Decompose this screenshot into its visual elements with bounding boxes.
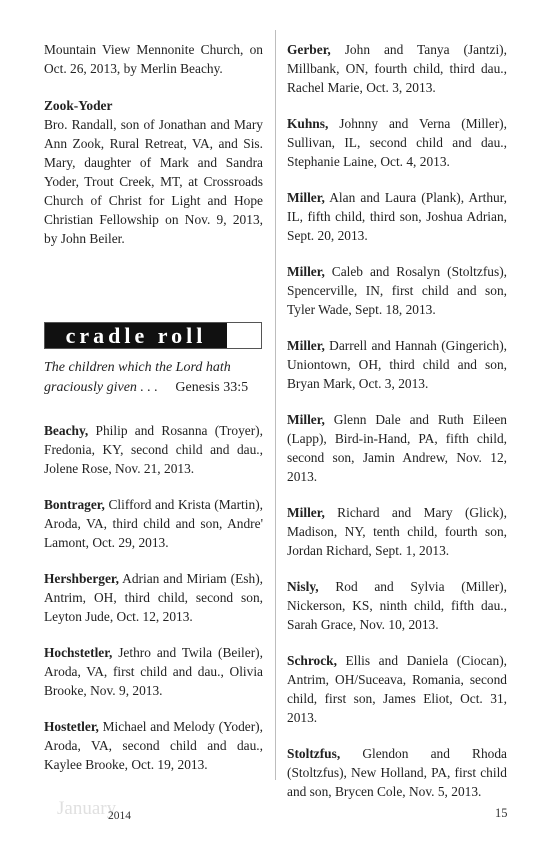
left-column (44, 40, 263, 248)
wedding-heading: Zook-Yoder (44, 98, 113, 113)
birth-entry: Stoltzfus, Glendon and Rhoda (Stoltzfus), New Holland, PA, first child and son, Brycen Cole, Nov. 5, 2013. (287, 746, 507, 799)
section-verse (44, 358, 264, 398)
page-number: 15 (495, 806, 508, 820)
birth-entry: Miller, Darrell and Hannah (Gingerich), Uniontown, OH, third child and son, Bryan Mark, Oct. 3, 2013. (287, 338, 507, 391)
birth-entry: Miller, Caleb and Rosalyn (Stoltzfus), Spencerville, IN, first child and son, Tyler Wade, Sept. 18, 2013. (287, 264, 507, 317)
cradle-roll-banner (44, 322, 262, 349)
birth-entry: Gerber, John and Tanya (Jantzi), Millbank, ON, fourth child, third dau., Rachel Marie, Oct. 3, 2013. (287, 42, 507, 95)
section-title: cradle roll (45, 323, 227, 348)
wedding-announcement: Bro. Randall, son of Jonathan and Mary Ann Zook, Rural Retreat, VA, and Sis. Mary, daughter of Mark and Sandra Yoder, Trout Creek, MT, at Crossroads Church of Christ for Light and Hope Christian Fellowship on Nov. 9, 2013, by John Beiler. (44, 117, 263, 246)
birth-entry: Miller, Alan and Laura (Plank), Arthur, IL, fifth child, third son, Joshua Adrian, Sept. 20, 2013. (287, 190, 507, 243)
footer-year: 2014 (108, 810, 131, 822)
left-birth-list (44, 421, 263, 774)
footer-month: January (57, 798, 117, 819)
birth-entry: Beachy, Philip and Rosanna (Troyer), Fredonia, KY, second child and dau., Jolene Rose, Nov. 21, 2013. (44, 423, 263, 476)
announcement-continuation: Mountain View Mennonite Church, on Oct. 26, 2013, by Merlin Beachy. (44, 42, 263, 76)
verse-quote: The children which the Lord hath graciously given . . . (44, 360, 231, 395)
birth-entry: Schrock, Ellis and Daniela (Ciocan), Antrim, OH/Suceava, Romania, second child, first son, James Eliot, Oct. 31, 2013. (287, 653, 507, 725)
birth-entry: Miller, Glenn Dale and Ruth Eileen (Lapp), Bird-in-Hand, PA, fifth child, second son, Jamin Andrew, Nov. 12, 2013. (287, 412, 507, 484)
right-birth-list (287, 40, 507, 801)
birth-entry: Hostetler, Michael and Melody (Yoder), Aroda, VA, second child and dau., Kaylee Brooke, Oct. 19, 2013. (44, 719, 263, 772)
birth-entry: Bontrager, Clifford and Krista (Martin), Aroda, VA, third child and son, Andre' Lamont, Oct. 29, 2013. (44, 497, 263, 550)
birth-entry: Nisly, Rod and Sylvia (Miller), Nickerson, KS, ninth child, fifth dau., Sarah Grace, Nov. 10, 2013. (287, 579, 507, 632)
birth-entry: Hochstetler, Jethro and Twila (Beiler), Aroda, VA, first child and dau., Olivia Brooke, Nov. 9, 2013. (44, 645, 263, 698)
verse-reference: Genesis 33:5 (175, 380, 249, 395)
column-divider (275, 30, 276, 780)
birth-entry: Miller, Richard and Mary (Glick), Madison, NY, tenth child, fourth son, Jordan Richard, Sept. 1, 2013. (287, 505, 507, 558)
birth-entry: Kuhns, Johnny and Verna (Miller), Sullivan, IL, second child and dau., Stephanie Laine, Oct. 4, 2013. (287, 116, 507, 169)
birth-entry: Hershberger, Adrian and Miriam (Esh), Antrim, OH, third child, second son, Leyton Jude, Oct. 12, 2013. (44, 571, 263, 624)
